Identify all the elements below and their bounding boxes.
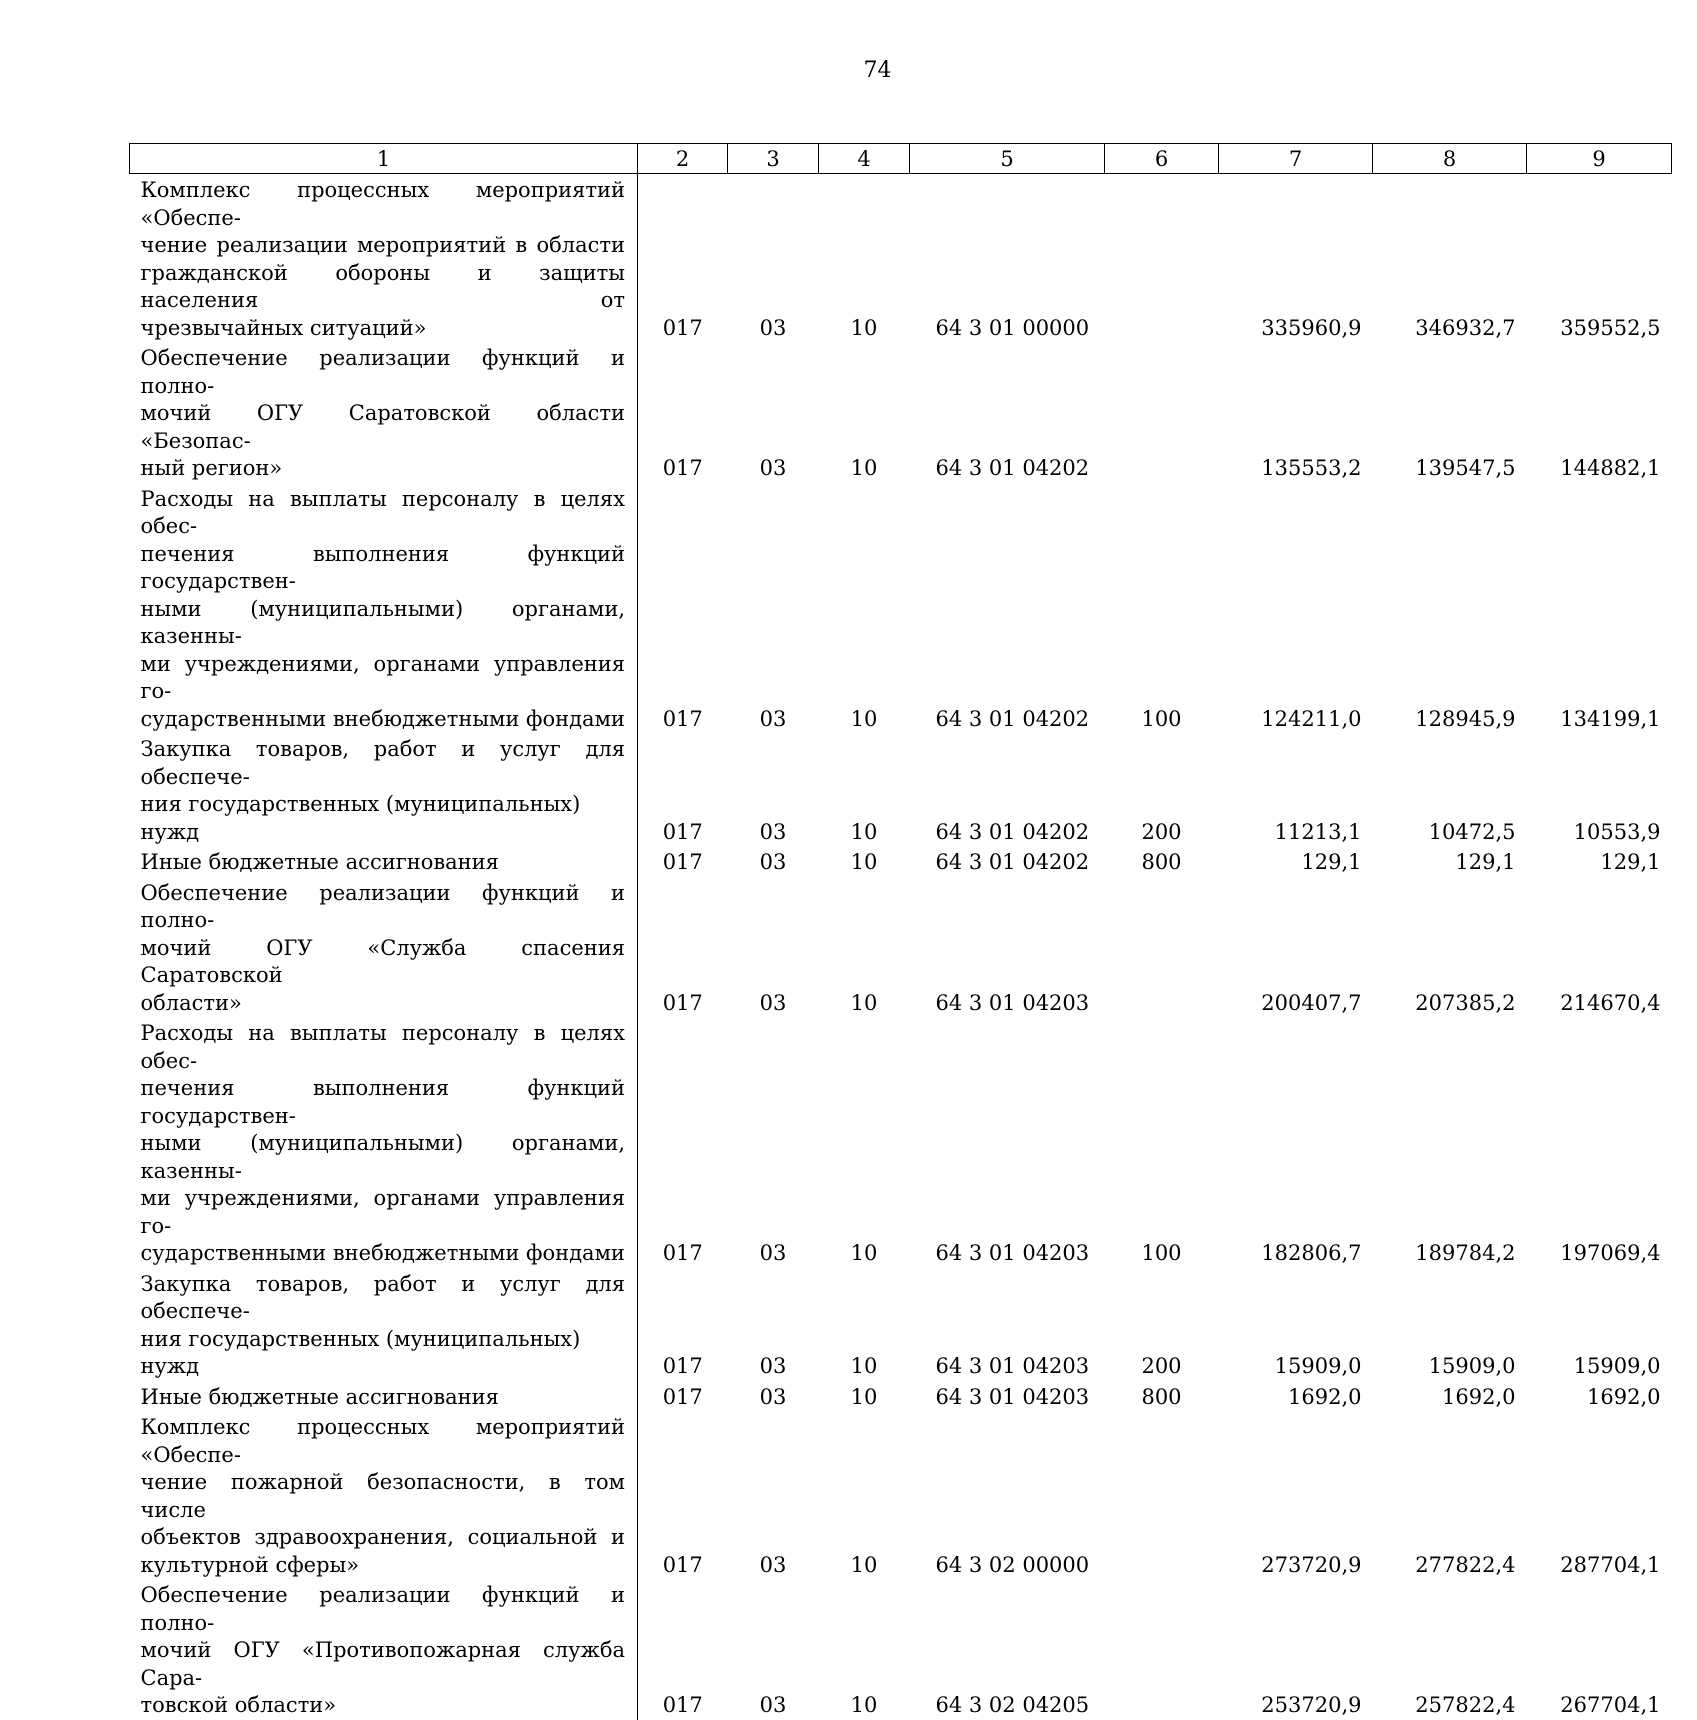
ministry-code-cell: 017 — [662, 315, 703, 340]
expense-type-cell: 200 — [1141, 819, 1182, 844]
description-line: Закупка товаров, работ и услуг для обеспече- — [140, 1271, 625, 1323]
amount-col7-cell: 1692,0 — [1288, 1384, 1362, 1409]
ministry-code-cell: 017 — [662, 819, 703, 844]
amount-col9-cell: 10553,9 — [1573, 819, 1661, 844]
amount-col9-cell: 287704,1 — [1560, 1552, 1661, 1577]
description-line: ми учреждениями, органами управления го- — [140, 651, 625, 703]
amount-col7-cell: 11213,1 — [1274, 819, 1362, 844]
table-row — [130, 1381, 1672, 1412]
ministry-code-cell: 017 — [662, 1384, 703, 1409]
section-code-cell: 03 — [759, 850, 787, 874]
amount-col7-cell: 124211,0 — [1261, 706, 1362, 731]
ministry-code-cell: 017 — [662, 706, 703, 731]
description-line: Комплекс процессных мероприятий «Обеспе- — [140, 1415, 625, 1467]
amount-col9-cell: 144882,1 — [1560, 456, 1661, 480]
description-line: чение реализации мероприятий в области — [140, 233, 625, 257]
expense-type-cell — [1105, 174, 1219, 343]
description-line: мочий ОГУ «Служба спасения Саратовской — [140, 935, 625, 987]
table-row — [130, 846, 1672, 877]
table-row — [130, 1017, 1672, 1268]
ministry-code-cell: 017 — [662, 850, 703, 874]
expense-type-cell — [1105, 877, 1219, 1018]
target-article-cell: 64 3 01 04202 — [935, 819, 1090, 844]
description-line: Комплекс процессных мероприятий «Обеспе- — [140, 178, 625, 230]
table-row — [130, 733, 1672, 846]
section-code-cell: 03 — [759, 1241, 787, 1265]
target-article-cell: 64 3 01 04202 — [935, 456, 1090, 480]
amount-col8-cell: 1692,0 — [1442, 1384, 1516, 1409]
description-line: ми учреждениями, органами управления го- — [140, 1186, 625, 1238]
description-line: гражданской обороны и защиты населения от — [140, 260, 625, 312]
description-line: ния государственных (муниципальных) нужд — [140, 792, 581, 844]
description-cell — [130, 1268, 638, 1381]
description-line: области» — [140, 990, 242, 1015]
subsection-code-cell: 10 — [850, 1693, 878, 1717]
amount-col7-cell: 182806,7 — [1261, 1241, 1362, 1265]
amount-col8-cell: 10472,5 — [1428, 819, 1516, 844]
description-line: ными (муниципальными) органами, казенны- — [140, 596, 625, 648]
table-header — [130, 144, 1672, 174]
subsection-code-cell: 10 — [850, 1552, 878, 1577]
expense-type-cell: 800 — [1141, 1384, 1182, 1409]
amount-col8-cell: 257822,4 — [1415, 1693, 1516, 1717]
amount-col8-cell: 277822,4 — [1415, 1552, 1516, 1577]
header-col-3: 3 — [728, 144, 819, 174]
table-row — [130, 1411, 1672, 1579]
amount-col9-cell: 1692,0 — [1587, 1384, 1661, 1409]
description-line: Расходы на выплаты персоналу в целях обес- — [140, 1021, 625, 1073]
target-article-cell: 64 3 01 04203 — [935, 1241, 1090, 1265]
description-line: товской области» — [140, 1693, 337, 1717]
description-line: сударственными внебюджетными фондами — [140, 706, 625, 731]
description-line: печения выполнения функций государствен- — [140, 1076, 625, 1128]
amount-col9-cell: 214670,4 — [1560, 990, 1661, 1015]
subsection-code-cell: 10 — [850, 819, 878, 844]
expense-type-cell: 200 — [1141, 1354, 1182, 1378]
ministry-code-cell: 017 — [662, 990, 703, 1015]
subsection-code-cell: 10 — [850, 1241, 878, 1265]
amount-col8-cell: 207385,2 — [1415, 990, 1516, 1015]
description-line: мочий ОГУ Саратовской области «Безопас- — [140, 401, 625, 453]
description-line: чрезвычайных ситуаций» — [140, 315, 427, 340]
description-line: Обеспечение реализации функций и полно- — [140, 1583, 625, 1635]
description-line: печения выполнения функций государствен- — [140, 541, 625, 593]
amount-col8-cell: 15909,0 — [1428, 1354, 1516, 1378]
section-code-cell: 03 — [759, 1552, 787, 1577]
expense-type-cell — [1105, 342, 1219, 483]
description-line: ния государственных (муниципальных) нужд — [140, 1326, 581, 1378]
subsection-code-cell: 10 — [850, 990, 878, 1015]
amount-col7-cell: 273720,9 — [1261, 1552, 1362, 1577]
description-cell — [130, 342, 638, 483]
expense-type-cell: 100 — [1141, 1241, 1182, 1265]
amount-col9-cell: 359552,5 — [1560, 315, 1661, 340]
table-row — [130, 342, 1672, 483]
amount-col7-cell: 253720,9 — [1261, 1693, 1362, 1717]
amount-col9-cell: 267704,1 — [1560, 1693, 1661, 1717]
amount-col7-cell: 135553,2 — [1261, 456, 1362, 480]
ministry-code-cell: 017 — [662, 1354, 703, 1378]
subsection-code-cell: 10 — [850, 456, 878, 480]
amount-col9-cell: 197069,4 — [1560, 1241, 1661, 1265]
description-line: мочий ОГУ «Противопожарная служба Сара- — [140, 1638, 625, 1690]
subsection-code-cell: 10 — [850, 850, 878, 874]
budget-table — [129, 143, 1672, 1720]
ministry-code-cell: 017 — [662, 1241, 703, 1265]
expense-type-cell — [1105, 1579, 1219, 1720]
description-cell — [130, 174, 638, 343]
amount-col8-cell: 346932,7 — [1415, 315, 1516, 340]
description-line: культурной сферы» — [140, 1552, 360, 1577]
target-article-cell: 64 3 01 04203 — [935, 990, 1090, 1015]
page-number: 74 — [863, 58, 892, 83]
description-line: объектов здравоохранения, социальной и — [140, 1525, 625, 1549]
header-col-9: 9 — [1527, 144, 1672, 174]
section-code-cell: 03 — [759, 990, 787, 1015]
section-code-cell: 03 — [759, 819, 787, 844]
section-code-cell: 03 — [759, 315, 787, 340]
amount-col7-cell: 335960,9 — [1261, 315, 1362, 340]
amount-col8-cell: 128945,9 — [1415, 706, 1516, 731]
table-row — [130, 877, 1672, 1018]
description-cell — [130, 1411, 638, 1579]
section-code-cell: 03 — [759, 706, 787, 731]
header-col-7: 7 — [1219, 144, 1373, 174]
amount-col7-cell: 15909,0 — [1274, 1354, 1362, 1378]
description-line: Обеспечение реализации функций и полно- — [140, 880, 625, 932]
target-article-cell: 64 3 02 04205 — [935, 1693, 1090, 1717]
description-line: Иные бюджетные ассигнования — [140, 1384, 499, 1409]
header-col-1: 1 — [130, 144, 638, 174]
section-code-cell: 03 — [759, 1354, 787, 1378]
description-cell — [130, 1381, 638, 1412]
header-row — [130, 144, 1672, 174]
table-row — [130, 1579, 1672, 1720]
target-article-cell: 64 3 01 04203 — [935, 1384, 1090, 1409]
table-row — [130, 483, 1672, 734]
amount-col8-cell: 129,1 — [1455, 850, 1516, 874]
amount-col9-cell: 129,1 — [1600, 850, 1661, 874]
target-article-cell: 64 3 01 04202 — [935, 850, 1090, 874]
table-row — [130, 1268, 1672, 1381]
header-col-8: 8 — [1373, 144, 1527, 174]
section-code-cell: 03 — [759, 1384, 787, 1409]
description-cell — [130, 733, 638, 846]
description-line: ный регион» — [140, 456, 283, 480]
section-code-cell: 03 — [759, 1693, 787, 1717]
subsection-code-cell: 10 — [850, 1384, 878, 1409]
header-col-6: 6 — [1105, 144, 1219, 174]
description-cell — [130, 846, 638, 877]
description-cell — [130, 877, 638, 1018]
amount-col7-cell: 129,1 — [1301, 850, 1362, 874]
subsection-code-cell: 10 — [850, 1354, 878, 1378]
amount-col8-cell: 139547,5 — [1415, 456, 1516, 480]
amount-col7-cell: 200407,7 — [1261, 990, 1362, 1015]
description-cell — [130, 483, 638, 734]
description-cell — [130, 1579, 638, 1720]
section-code-cell: 03 — [759, 456, 787, 480]
description-line: чение пожарной безопасности, в том числе — [140, 1470, 625, 1522]
budget-table-container — [129, 143, 1672, 1720]
description-line: ными (муниципальными) органами, казенны- — [140, 1131, 625, 1183]
header-col-4: 4 — [819, 144, 910, 174]
table-row — [130, 174, 1672, 343]
target-article-cell: 64 3 01 04203 — [935, 1354, 1090, 1378]
description-cell — [130, 1017, 638, 1268]
table-body — [130, 174, 1672, 1720]
target-article-cell: 64 3 02 00000 — [935, 1552, 1090, 1577]
amount-col9-cell: 134199,1 — [1560, 706, 1661, 731]
target-article-cell: 64 3 01 00000 — [935, 315, 1090, 340]
description-line: Расходы на выплаты персоналу в целях обес- — [140, 486, 625, 538]
expense-type-cell: 100 — [1141, 706, 1182, 731]
header-col-2: 2 — [638, 144, 728, 174]
ministry-code-cell: 017 — [662, 456, 703, 480]
subsection-code-cell: 10 — [850, 315, 878, 340]
subsection-code-cell: 10 — [850, 706, 878, 731]
target-article-cell: 64 3 01 04202 — [935, 706, 1090, 731]
ministry-code-cell: 017 — [662, 1693, 703, 1717]
description-line: сударственными внебюджетными фондами — [140, 1241, 625, 1265]
expense-type-cell — [1105, 1411, 1219, 1579]
ministry-code-cell: 017 — [662, 1552, 703, 1577]
description-line: Закупка товаров, работ и услуг для обеспече- — [140, 737, 625, 789]
expense-type-cell: 800 — [1141, 850, 1182, 874]
amount-col9-cell: 15909,0 — [1573, 1354, 1661, 1378]
description-line: Обеспечение реализации функций и полно- — [140, 346, 625, 398]
amount-col8-cell: 189784,2 — [1415, 1241, 1516, 1265]
header-col-5: 5 — [910, 144, 1105, 174]
description-line: Иные бюджетные ассигнования — [140, 850, 499, 874]
